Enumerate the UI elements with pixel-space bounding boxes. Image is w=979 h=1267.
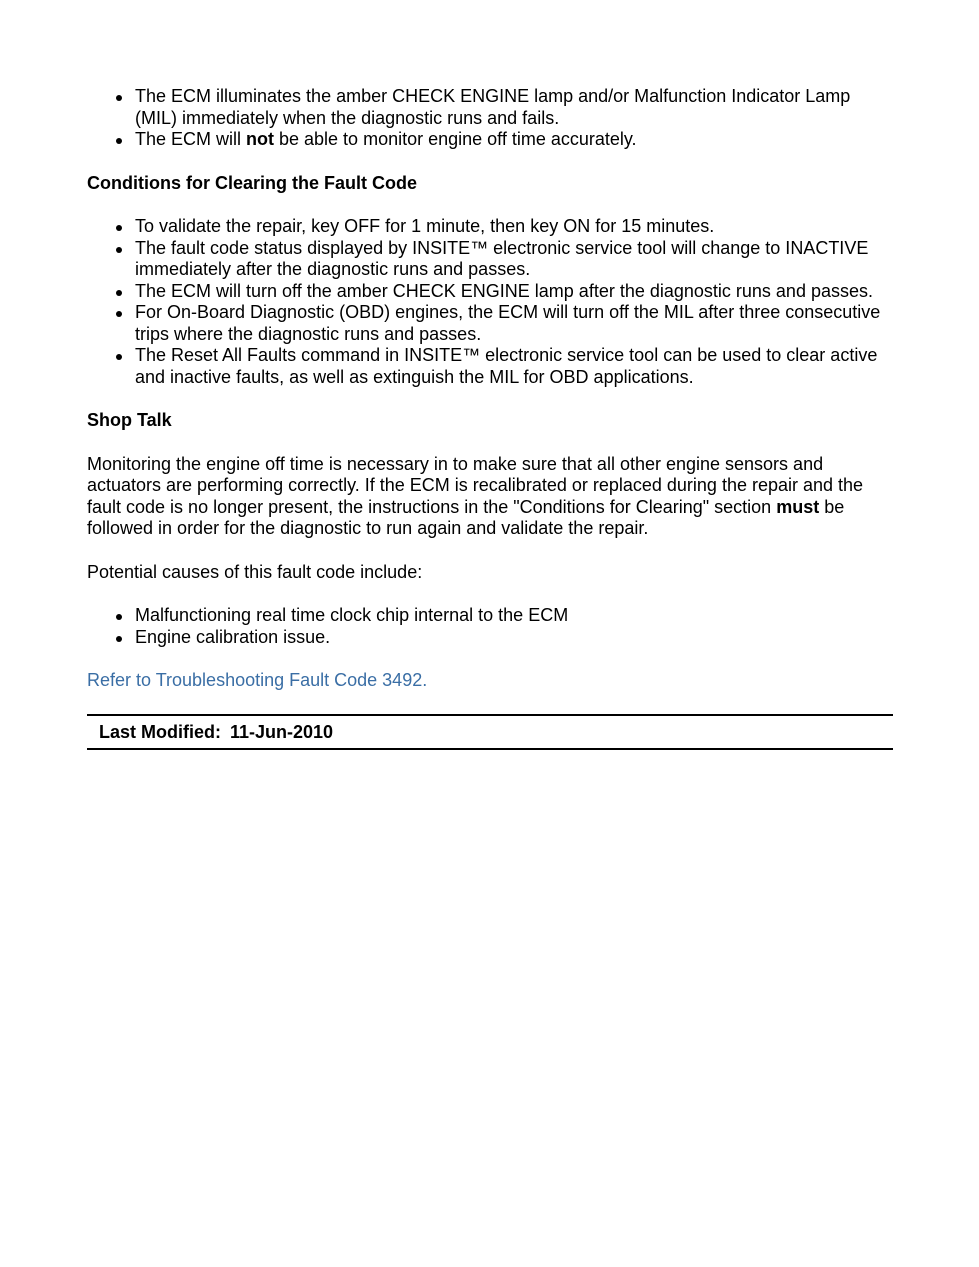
shop-talk-heading: Shop Talk bbox=[87, 410, 172, 430]
list-item-text-start: The ECM will bbox=[135, 129, 247, 149]
intro-bullet-list bbox=[87, 86, 893, 151]
list-item-text: Engine calibration issue. bbox=[135, 626, 331, 647]
last-modified-bar bbox=[87, 714, 893, 751]
list-item bbox=[135, 238, 893, 281]
list-item bbox=[135, 345, 893, 388]
bullet-icon bbox=[116, 636, 122, 642]
bullet-icon bbox=[116, 225, 122, 231]
reference-paragraph bbox=[87, 670, 893, 692]
list-item bbox=[135, 605, 893, 627]
last-modified-label: Last Modified: bbox=[99, 721, 221, 742]
shop-talk-paragraph bbox=[87, 454, 893, 540]
list-item-text: The ECM will turn off the amber CHECK ENGINE lamp after the diagnostic runs and passes. bbox=[135, 280, 873, 301]
list-item bbox=[135, 627, 893, 649]
bullet-icon bbox=[116, 95, 122, 101]
bullet-icon bbox=[116, 311, 122, 317]
last-modified-date: 11-Jun-2010 bbox=[230, 721, 334, 742]
shop-talk-emphasis: must bbox=[776, 496, 820, 517]
clearing-heading: Conditions for Clearing the Fault Code bbox=[87, 172, 417, 193]
list-item-emphasis: not bbox=[246, 129, 274, 149]
list-item-text: The fault code status displayed by INSITE™ electronic service tool will change to INACTIVE immediately after the diagnostic runs and passes. bbox=[135, 237, 869, 279]
list-item bbox=[135, 216, 893, 238]
list-item-text: Malfunctioning real time clock chip internal to the ECM bbox=[135, 605, 569, 625]
list-item-text: To validate the repair, key OFF for 1 minute, then key ON for 15 minutes. bbox=[135, 216, 715, 236]
bullet-icon bbox=[116, 247, 122, 253]
list-item-text: The Reset All Faults command in INSITE™ electronic service tool can be used to clear active and inactive faults, as well as extinguish the MIL for OBD applications. bbox=[135, 345, 878, 387]
document-page bbox=[87, 86, 893, 750]
causes-intro: Potential causes of this fault code include: bbox=[87, 561, 423, 582]
troubleshooting-link[interactable]: Refer to Troubleshooting Fault Code 3492. bbox=[87, 670, 428, 690]
bullet-icon bbox=[116, 290, 122, 296]
shop-talk-text: Monitoring the engine off time is necessary in to make sure that all other engine sensors and actuators are performing correctly. If the ECM is recalibrated or replaced during the repair and the fault code is no longer present, the instructions in the "Conditions for Clearing" section bbox=[87, 453, 864, 517]
shop-talk-text-end: be followed in order for the diagnostic to run again and validate the repair. bbox=[87, 496, 845, 538]
causes-bullet-list bbox=[87, 605, 893, 648]
bullet-icon bbox=[116, 138, 122, 144]
clearing-bullet-list bbox=[87, 216, 893, 388]
list-item-text-end: be able to monitor engine off time accurately. bbox=[274, 129, 637, 149]
list-item bbox=[135, 281, 893, 303]
list-item-text: For On-Board Diagnostic (OBD) engines, the ECM will turn off the MIL after three consecutive trips where the diagnostic runs and passes. bbox=[135, 302, 881, 344]
bullet-icon bbox=[116, 614, 122, 620]
list-item bbox=[135, 129, 893, 151]
bullet-icon bbox=[116, 354, 122, 360]
list-item bbox=[135, 86, 893, 129]
list-item bbox=[135, 302, 893, 345]
list-item-text: The ECM illuminates the amber CHECK ENGINE lamp and/or Malfunction Indicator Lamp (MIL) immediately when the diagnostic runs and fails. bbox=[135, 86, 851, 128]
